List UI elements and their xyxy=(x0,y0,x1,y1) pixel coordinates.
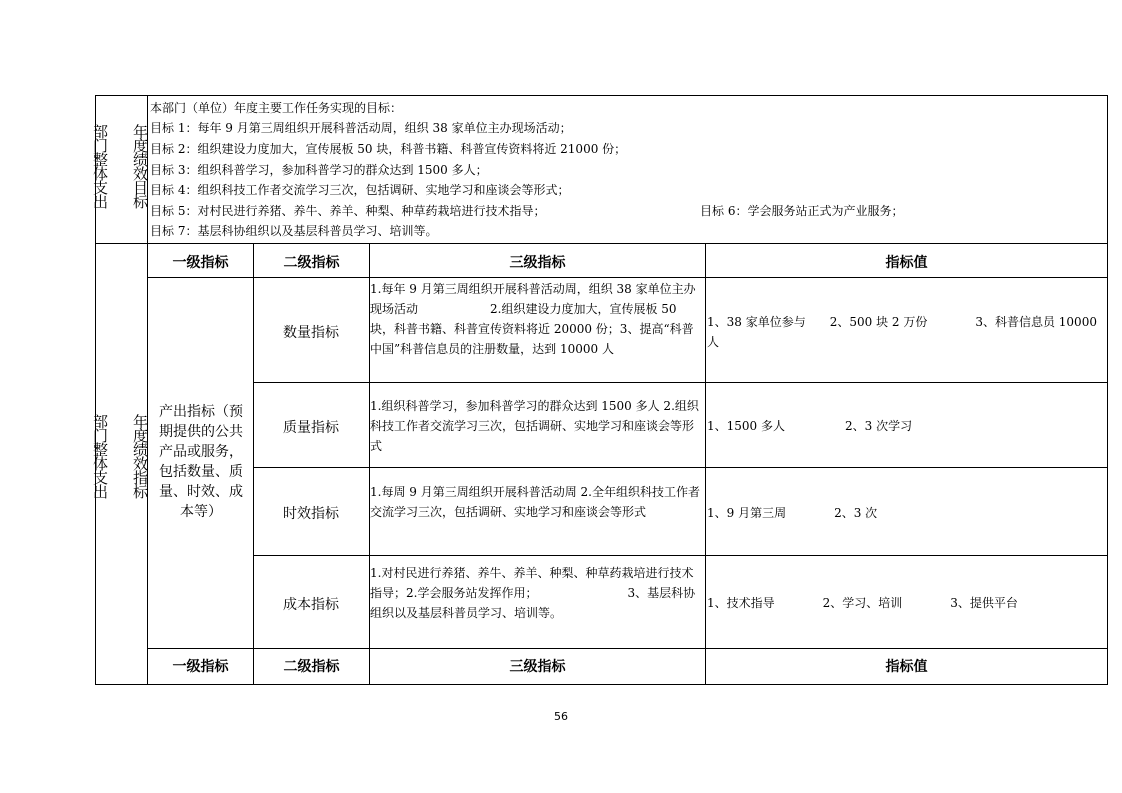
footer-row-divider xyxy=(147,648,1108,649)
table-border-bottom xyxy=(95,684,1108,685)
indicators-col1-label: 部门整体支出 xyxy=(93,413,109,501)
header-row-divider xyxy=(147,277,1108,278)
footer-header-level2: 二级指标 xyxy=(283,659,340,675)
value-timeliness: 1、9 月第三周 2、3 次 xyxy=(707,506,878,520)
level3-cost: 1.对村民进行养猪、养牛、养羊、种梨、种草药栽培进行技术指导；2.学会服务站发挥作用； 3、基层科协组织以及基层科普员学习、培训等。 xyxy=(370,566,696,620)
column-divider xyxy=(253,243,254,684)
level3-quantity: 1.每年 9 月第三周组织开展科普活动周，组织 38 家单位主办现场活动 2.组织建设力度加大，宣传展板 50 块，科普书籍、科普宣传资料将近 20000 份；3、提高“科普中国”科普信息员的注册数量，达到 10000 人 xyxy=(370,282,696,356)
header-value: 指标值 xyxy=(885,255,928,271)
column-divider xyxy=(705,243,706,684)
value-cost: 1、技术指导 2、学习、培训 3、提供平台 xyxy=(707,596,1018,610)
goal-item: 目标 5：对村民进行养猪、养牛、养羊、种梨、种草药栽培进行技术指导； xyxy=(150,204,546,218)
goal-item: 目标 3：组织科普学习，参加科普学习的群众达到 1500 多人； xyxy=(150,163,488,177)
level2-quantity: 数量指标 xyxy=(283,325,339,341)
value-quantity: 1、38 家单位参与 2、500 块 2 万份 3、科普信息员 10000 人 xyxy=(707,315,1097,349)
row-divider xyxy=(254,555,1108,556)
footer-header-level1: 一级指标 xyxy=(172,659,229,675)
level2-timeliness: 时效指标 xyxy=(283,506,339,522)
level2-quality: 质量指标 xyxy=(283,420,339,436)
level3-timeliness: 1.每周 9 月第三周组织开展科普活动周 2.全年组织科技工作者交流学习三次，包括调研、实地学习和座谈会等形式 xyxy=(370,485,700,519)
level2-cost: 成本指标 xyxy=(283,597,339,613)
goals-col2-label: 年度绩效目标 xyxy=(133,123,149,211)
level1-output-indicator: 产出指标（预期提供的公共产品或服务，包括数量、质量、时效、成本等） xyxy=(159,404,243,520)
page-number: 56 xyxy=(554,710,568,723)
table-border-top xyxy=(95,95,1108,96)
level3-quality: 1.组织科普学习，参加科普学习的群众达到 1500 多人 2.组织科技工作者交流学习三次，包括调研、实地学习和座谈会等形式 xyxy=(370,399,699,453)
header-level1: 一级指标 xyxy=(172,255,229,271)
indicators-col2-label: 年度绩效指标 xyxy=(133,413,149,501)
goal-item: 目标 6：学会服务站正式为产业服务； xyxy=(700,204,904,218)
goal-item: 目标 1：每年 9 月第三周组织开展科普活动周，组织 38 家单位主办现场活动； xyxy=(150,121,572,135)
goal-item: 目标 7：基层科协组织以及基层科普员学习、培训等。 xyxy=(150,224,438,238)
table-border-right xyxy=(1107,95,1108,684)
header-level2: 二级指标 xyxy=(283,255,340,271)
goals-intro: 本部门（单位）年度主要工作任务实现的目标： xyxy=(150,101,403,115)
section-divider xyxy=(95,243,1108,244)
footer-header-level3: 三级指标 xyxy=(509,659,566,675)
footer-header-value: 指标值 xyxy=(885,659,928,675)
header-level3: 三级指标 xyxy=(509,255,566,271)
goal-item: 目标 4：组织科技工作者交流学习三次，包括调研、实地学习和座谈会等形式； xyxy=(150,183,570,197)
value-quality: 1、1500 多人 2、3 次学习 xyxy=(707,419,913,433)
row-divider xyxy=(254,467,1108,468)
row-divider xyxy=(254,382,1108,383)
goals-col1-label: 部门整体支出 xyxy=(93,123,109,211)
goal-item: 目标 2：组织建设力度加大，宣传展板 50 块，科普书籍、科普宣传资料将近 21000 份； xyxy=(150,142,627,156)
